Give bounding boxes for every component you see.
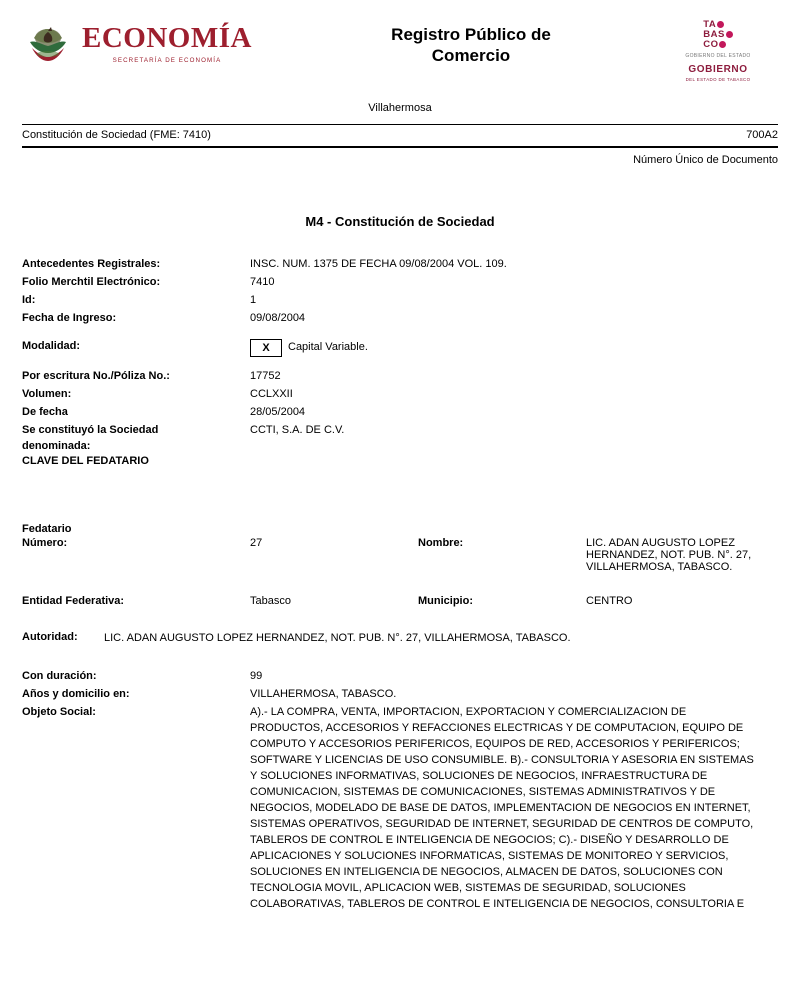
economia-wordmark	[82, 22, 252, 64]
anios-label: Años y domicilio en:	[22, 688, 130, 701]
tabasco-line3: CO	[703, 38, 719, 50]
page-title: M4 - Constitución de Sociedad	[305, 214, 495, 229]
duracion-label: Con duración:	[22, 670, 97, 683]
document-heading-line2: Comercio	[431, 46, 511, 66]
municipio-label: Municipio:	[418, 595, 473, 608]
field-escritura	[22, 369, 778, 385]
fields-section	[22, 257, 778, 467]
fedatario-heading: Fedatario	[22, 523, 72, 536]
fecha-ingreso-value: 09/08/2004	[250, 311, 306, 324]
city-label: Villahermosa	[368, 102, 432, 114]
denominada-value: CCTI, S.A. DE C.V.	[250, 423, 345, 436]
clave-fedatario-label: CLAVE DEL FEDATARIO	[22, 455, 149, 468]
entidad-label: Entidad Federativa:	[22, 595, 125, 608]
denominada-label-line1: Se constituyó la Sociedad	[22, 423, 159, 436]
numero-value: 27	[250, 537, 263, 550]
id-value: 1	[250, 293, 257, 306]
nombre-value: LIC. ADAN AUGUSTO LOPEZ HERNANDEZ, NOT. PUB. N°. 27, VILLAHERMOSA, TABASCO.	[586, 537, 752, 574]
folio-value: 7410	[250, 275, 275, 288]
tabasco-subtitle: GOBIERNO DEL ESTADO	[685, 52, 751, 59]
document-heading-line1: Registro Público de	[391, 25, 551, 44]
economia-title: ECONOMÍA	[82, 22, 252, 54]
gobierno-label: GOBIERNO	[688, 63, 748, 75]
anios-value: VILLAHERMOSA, TABASCO.	[250, 688, 397, 701]
field-volumen	[22, 387, 778, 403]
field-denominada	[22, 423, 778, 455]
autoridad-value: LIC. ADAN AUGUSTO LOPEZ HERNANDEZ, NOT. PUB. N°. 27, VILLAHERMOSA, TABASCO.	[104, 632, 571, 645]
tabasco-logo-group	[658, 18, 778, 82]
autoridad-label: Autoridad:	[22, 631, 78, 644]
tabasco-line2: BAS	[703, 28, 725, 40]
document-bar-left: Constitución de Sociedad (FME: 7410)	[22, 129, 211, 141]
field-fecha-ingreso	[22, 311, 778, 327]
objeto-value: A).- LA COMPRA, VENTA, IMPORTACION, EXPORTACION Y COMERCIALIZACION DE PRODUCTOS, ACCESORIOS Y REFACCIONES ELECTRICAS Y DE COMPUTACION, EQUIPO DE COMPUTO Y ACCESORIOS PERIFERICOS, EQUIPOS DE RED, ACCESORIOS Y PERIFERICOS; SOFTWARE Y LICENCIAS DE USO CONSUMIBLE. B).- CONSULTORIA Y ASESORIA EN SISTEMAS Y SOLUCIONES INFORMATIVAS, SOLUCIONES DE NEGOCIOS, INFRAESTRUCTURA DE COMUNICACION, SISTEMAS DE COMUNICACIONES, SISTEMAS ADMINISTRATIVOS Y DE NEGOCIOS, MODELADO DE BASE DE DATOS, IMPLEMENTACION DE NEGOCIOS EN INTERNET, SISTEMAS OPERATIVOS, SEGURIDAD DE INTERNET, SEGURIDAD DE CENTROS DE COMPUTO, TABLEROS DE CONTROL E INTELIGENCIA DE NEGOCIOS; C).- DISEÑO Y DESARROLLO DE APLICACIONES Y SOLUCIONES INFORMATICAS, SISTEMAS DE MONITOREO Y SERVICIOS, SOLUCIONES EN INTELIGENCIA DE NEGOCIOS, ALMACEN DE DATOS, SOLUCIONES CON TECNOLOGIA MOVIL, APLICACION WEB, SISTEMAS DE SEGURIDAD, SOLUCIONES COLABORATIVAS, TABLEROS DE CONTROL E INTELIGENCIA DE NEGOCIOS, CONSULTORIA E	[250, 706, 754, 910]
unique-document-number-label: Número Único de Documento	[633, 154, 778, 166]
escritura-label: Por escritura No./Póliza No.:	[22, 369, 170, 382]
field-modalidad	[22, 339, 778, 357]
field-anios-domicilio	[22, 687, 778, 703]
tabasco-dot-1-icon	[717, 21, 724, 28]
nombre-label: Nombre:	[418, 537, 464, 550]
volumen-value: CCLXXII	[250, 387, 293, 400]
field-folio	[22, 275, 778, 291]
escritura-value: 17752	[250, 369, 281, 382]
de-fecha-label: De fecha	[22, 405, 68, 418]
antecedentes-value: INSC. NUM. 1375 DE FECHA 09/08/2004 VOL. 109.	[250, 258, 507, 270]
denominada-label	[22, 423, 250, 455]
de-fecha-value: 28/05/2004	[250, 405, 306, 418]
fedatario-row-numero	[22, 537, 778, 573]
capital-variable-checkbox[interactable]: X	[250, 339, 282, 357]
modalidad-group	[250, 339, 368, 357]
mexican-eagle-emblem-icon	[22, 18, 74, 68]
field-duracion	[22, 669, 778, 685]
volumen-label: Volumen:	[22, 387, 72, 400]
entidad-value: Tabasco	[250, 595, 291, 608]
document-bar	[22, 124, 778, 148]
id-label: Id:	[22, 293, 36, 306]
tabasco-dot-3-icon	[719, 41, 726, 48]
economia-logo-group	[22, 18, 284, 68]
bottom-fields-section	[22, 669, 778, 912]
numero-label: Número:	[22, 537, 68, 550]
denominada-label-line2: denominada:	[22, 439, 91, 452]
fedatario-row-entidad	[22, 595, 778, 607]
field-de-fecha	[22, 405, 778, 421]
folio-label: Folio Merchtil Electrónico:	[22, 275, 161, 288]
capital-variable-label: Capital Variable.	[288, 340, 368, 353]
objeto-label: Objeto Social:	[22, 706, 96, 719]
economia-subtitle: SECRETARÍA DE ECONOMÍA	[112, 57, 222, 64]
tabasco-wordmark	[703, 20, 733, 50]
document-bar-right: 700A2	[746, 129, 778, 141]
gobierno-sublabel: DEL ESTADO DE TABASCO	[685, 76, 751, 82]
field-objeto-social	[22, 705, 778, 912]
modalidad-label: Modalidad:	[22, 339, 81, 352]
antecedentes-label: Antecedentes Registrales:	[22, 258, 161, 270]
duracion-value: 99	[250, 670, 263, 683]
document-heading	[284, 18, 658, 67]
fecha-ingreso-label: Fecha de Ingreso:	[22, 311, 117, 324]
field-id	[22, 293, 778, 309]
document-header	[22, 0, 778, 90]
field-autoridad	[22, 631, 778, 647]
tabasco-line1: TA	[703, 19, 717, 30]
municipio-value: CENTRO	[586, 595, 633, 608]
tabasco-dot-2-icon	[726, 31, 733, 38]
field-antecedentes	[22, 257, 778, 273]
